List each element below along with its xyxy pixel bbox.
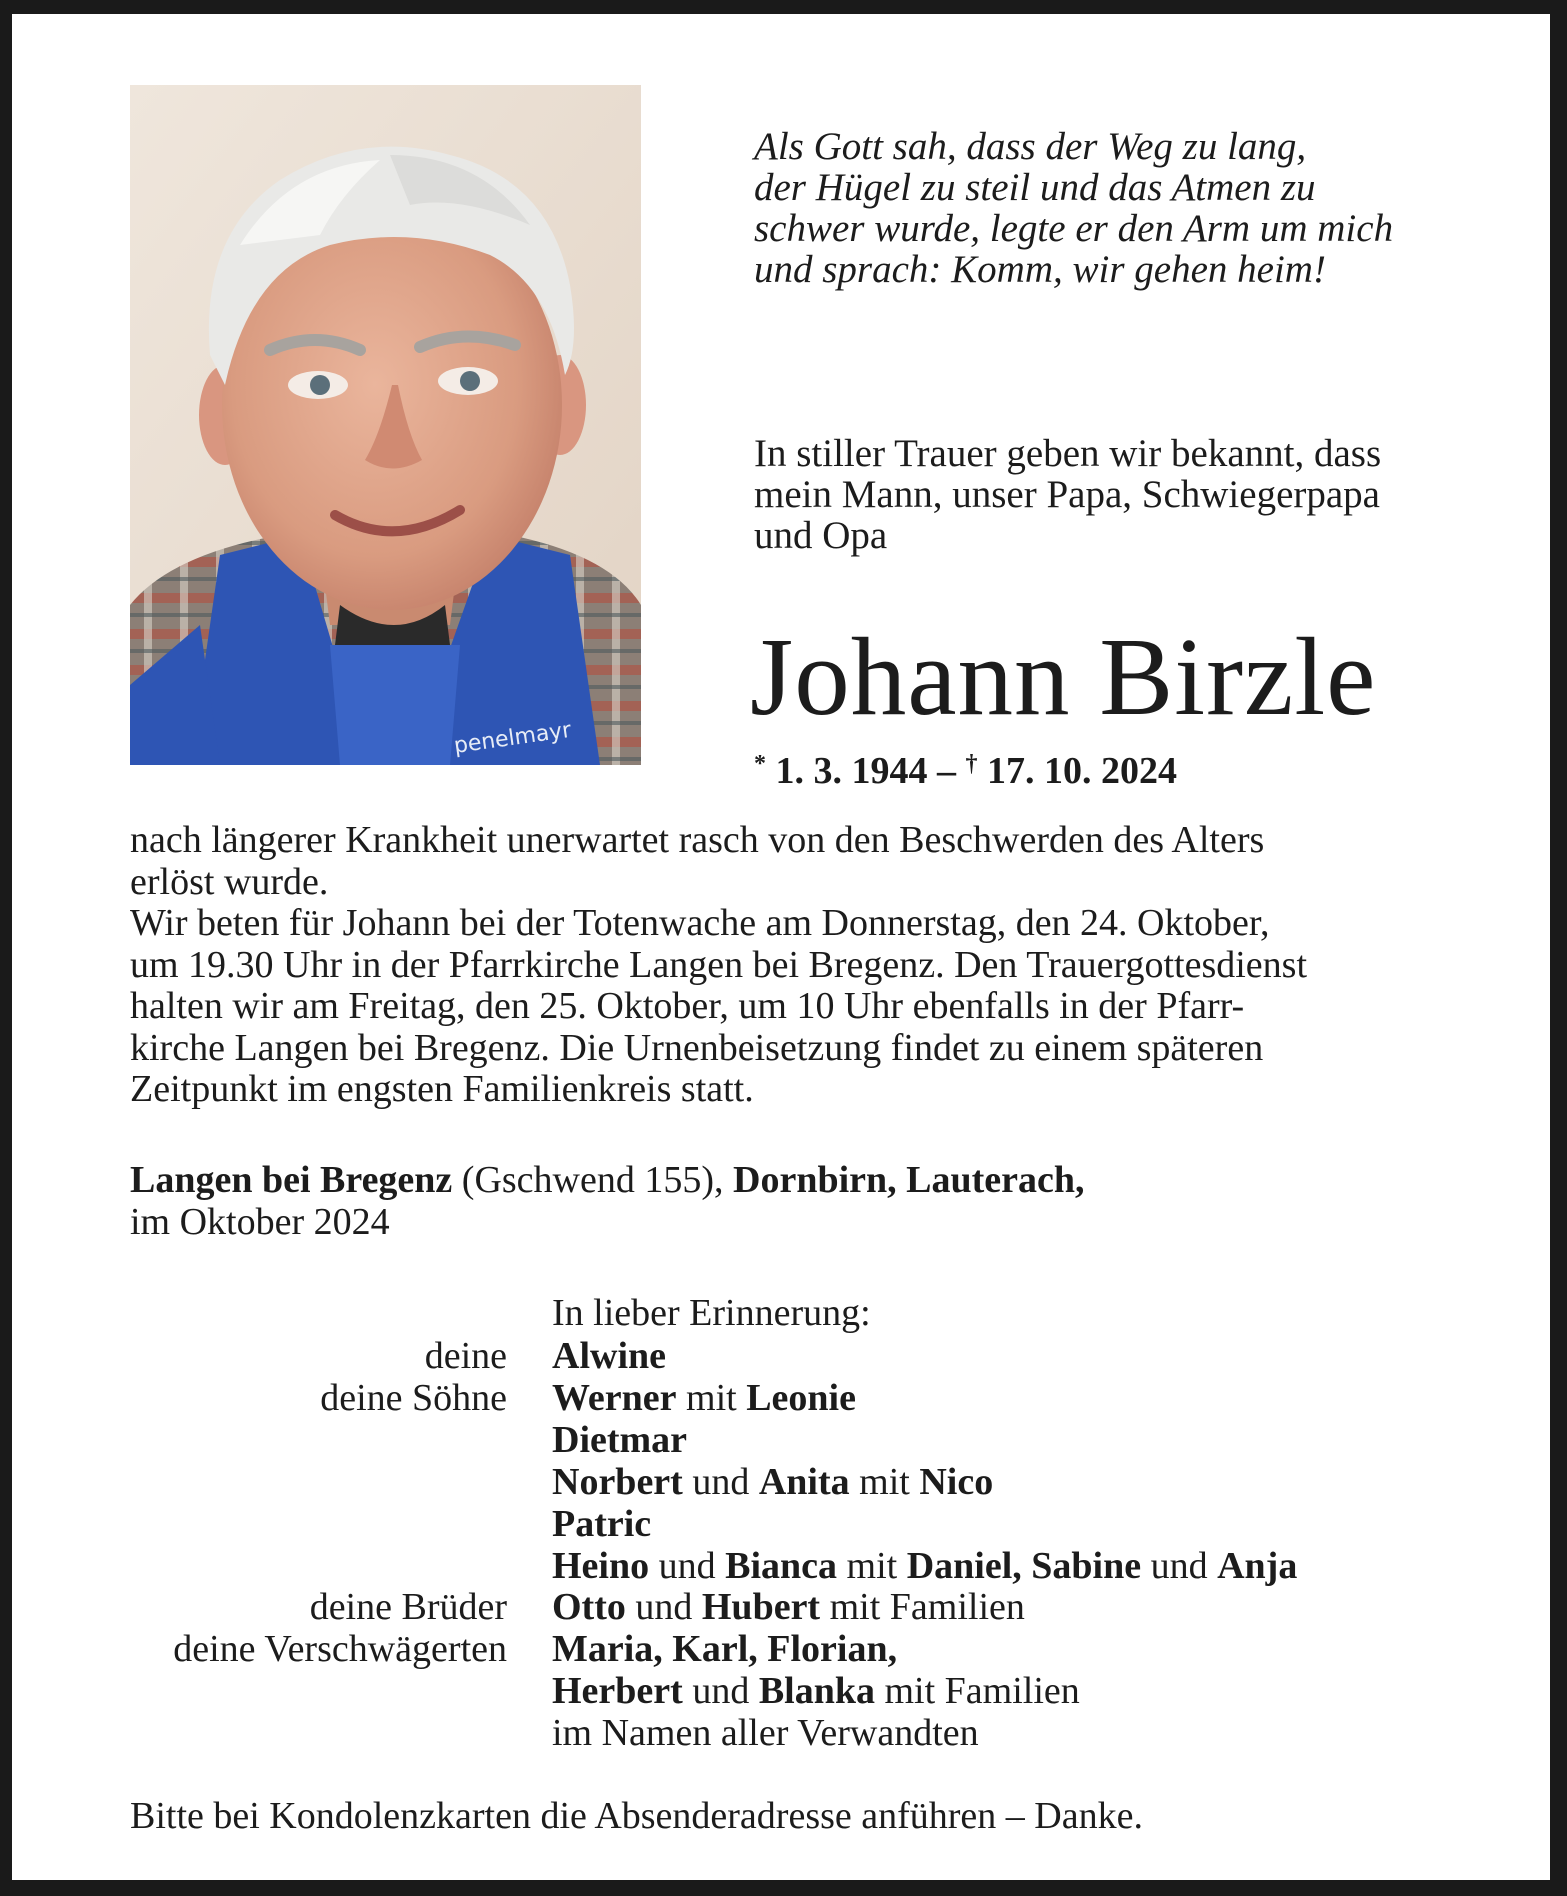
connector: mit: [837, 1545, 907, 1587]
death-date: 17. 10. 2024: [987, 750, 1177, 792]
portrait-photo: [130, 85, 641, 765]
place-others: Dornbirn, Lauterach,: [733, 1159, 1085, 1201]
body-line: Zeitpunkt im engsten Familienkreis statt.: [130, 1068, 754, 1110]
birth-star-icon: *: [754, 751, 766, 777]
sons-line: [552, 1544, 1297, 1588]
relative-name: Nico: [919, 1461, 994, 1503]
poem-line: und sprach: Komm, wir gehen heim!: [754, 248, 1326, 291]
life-dates: [754, 749, 1177, 793]
body-line: um 19.30 Uhr in der Pfarrkirche Langen bei Bregenz. Den Trauergottesdienst: [130, 943, 1307, 986]
body-line: erlöst wurde.: [130, 860, 329, 903]
poem-line: Als Gott sah, dass der Weg zu lang,: [754, 125, 1307, 168]
poem-line: der Hügel zu steil und das Atmen zu: [754, 166, 1316, 209]
relatives-closing: im Namen aller Verwandten: [552, 1712, 979, 1754]
sons-line: [552, 1460, 993, 1504]
overall-logo: penelmayr: [452, 717, 573, 759]
sons-line: [552, 1376, 856, 1420]
place-town: Langen bei Bregenz: [130, 1159, 453, 1201]
inlaws-line: [552, 1669, 1080, 1713]
brothers-label: deine Brüder: [309, 1586, 507, 1628]
connector: mit: [849, 1461, 920, 1503]
relative-name: Werner: [552, 1377, 677, 1419]
relative-name: Bianca: [725, 1545, 838, 1587]
relative-name: Dietmar: [552, 1419, 688, 1461]
connector: und: [625, 1586, 702, 1628]
connector: und: [682, 1670, 759, 1712]
connector: und: [682, 1461, 759, 1503]
intro-line: In stiller Trauer geben wir bekannt, dass: [754, 432, 1382, 475]
body-line: halten wir am Freitag, den 25. Oktober, um 10 Uhr ebenfalls in der Pfarr-: [130, 985, 1245, 1027]
inlaws-line: [552, 1627, 897, 1671]
connector: und: [649, 1545, 726, 1587]
relative-name: Blanka: [758, 1670, 875, 1712]
relative-name: Anja: [1217, 1545, 1298, 1587]
connector: mit Familien: [820, 1586, 1025, 1628]
sons-line: [552, 1502, 651, 1546]
announcement-intro: [754, 433, 1514, 556]
inlaws-label: deine Verschwägerten: [173, 1628, 507, 1670]
relative-name: Alwine: [552, 1335, 666, 1377]
connector: mit: [676, 1377, 747, 1419]
sons-line: [552, 1418, 687, 1462]
place-and-date: [130, 1160, 1442, 1243]
intro-line: mein Mann, unser Papa, Schwiegerpapa: [754, 473, 1380, 516]
brothers-line: [552, 1585, 1025, 1629]
relative-name: Norbert: [552, 1461, 683, 1503]
memory-heading: In lieber Erinnerung:: [552, 1292, 871, 1334]
connector: mit Familien: [874, 1670, 1080, 1712]
deceased-name: Johann Birzle: [750, 616, 1377, 739]
relative-name: Otto: [552, 1586, 626, 1628]
obituary-card: [12, 14, 1550, 1880]
relative-name: Patric: [552, 1503, 652, 1545]
body-line: Wir beten für Johann bei der Totenwache am Donnerstag, den 24. Oktober,: [130, 902, 1270, 944]
relative-name: Daniel, Sabine: [906, 1545, 1142, 1587]
relative-name: Anita: [758, 1461, 850, 1503]
relative-name: Hubert: [701, 1586, 821, 1628]
poem-line: schwer wurde, legte er den Arm um mich: [754, 207, 1394, 250]
condolence-note: Bitte bei Kondolenzkarten die Absenderadresse anführen – Danke.: [130, 1795, 1143, 1837]
body-line: nach längerer Krankheit unerwartet rasch von den Beschwerden des Alters: [130, 819, 1265, 861]
place-address: (Gschwend 155),: [452, 1159, 734, 1201]
relative-name: Herbert: [552, 1670, 683, 1712]
relative-name: Leonie: [746, 1377, 856, 1419]
body-line: kirche Langen bei Bregenz. Die Urnenbeisetzung findet zu einem späteren: [130, 1026, 1264, 1069]
relative-name: Heino: [552, 1545, 650, 1587]
place-line: [130, 1160, 1442, 1202]
sons-label: deine Söhne: [320, 1377, 507, 1419]
death-cross-icon: †: [965, 751, 978, 777]
birth-date: 1. 3. 1944: [775, 750, 928, 792]
wife-label: deine: [424, 1335, 507, 1377]
relative-name: Maria, Karl, Florian,: [552, 1628, 898, 1670]
wife-name: [552, 1334, 666, 1378]
date-separator: –: [927, 750, 966, 792]
intro-line: und Opa: [754, 514, 888, 557]
portrait-image: [130, 85, 641, 765]
poem-verse: [754, 126, 1514, 290]
connector: und: [1141, 1545, 1218, 1587]
obituary-body: [130, 820, 1442, 1111]
date-line: im Oktober 2024: [130, 1200, 390, 1243]
